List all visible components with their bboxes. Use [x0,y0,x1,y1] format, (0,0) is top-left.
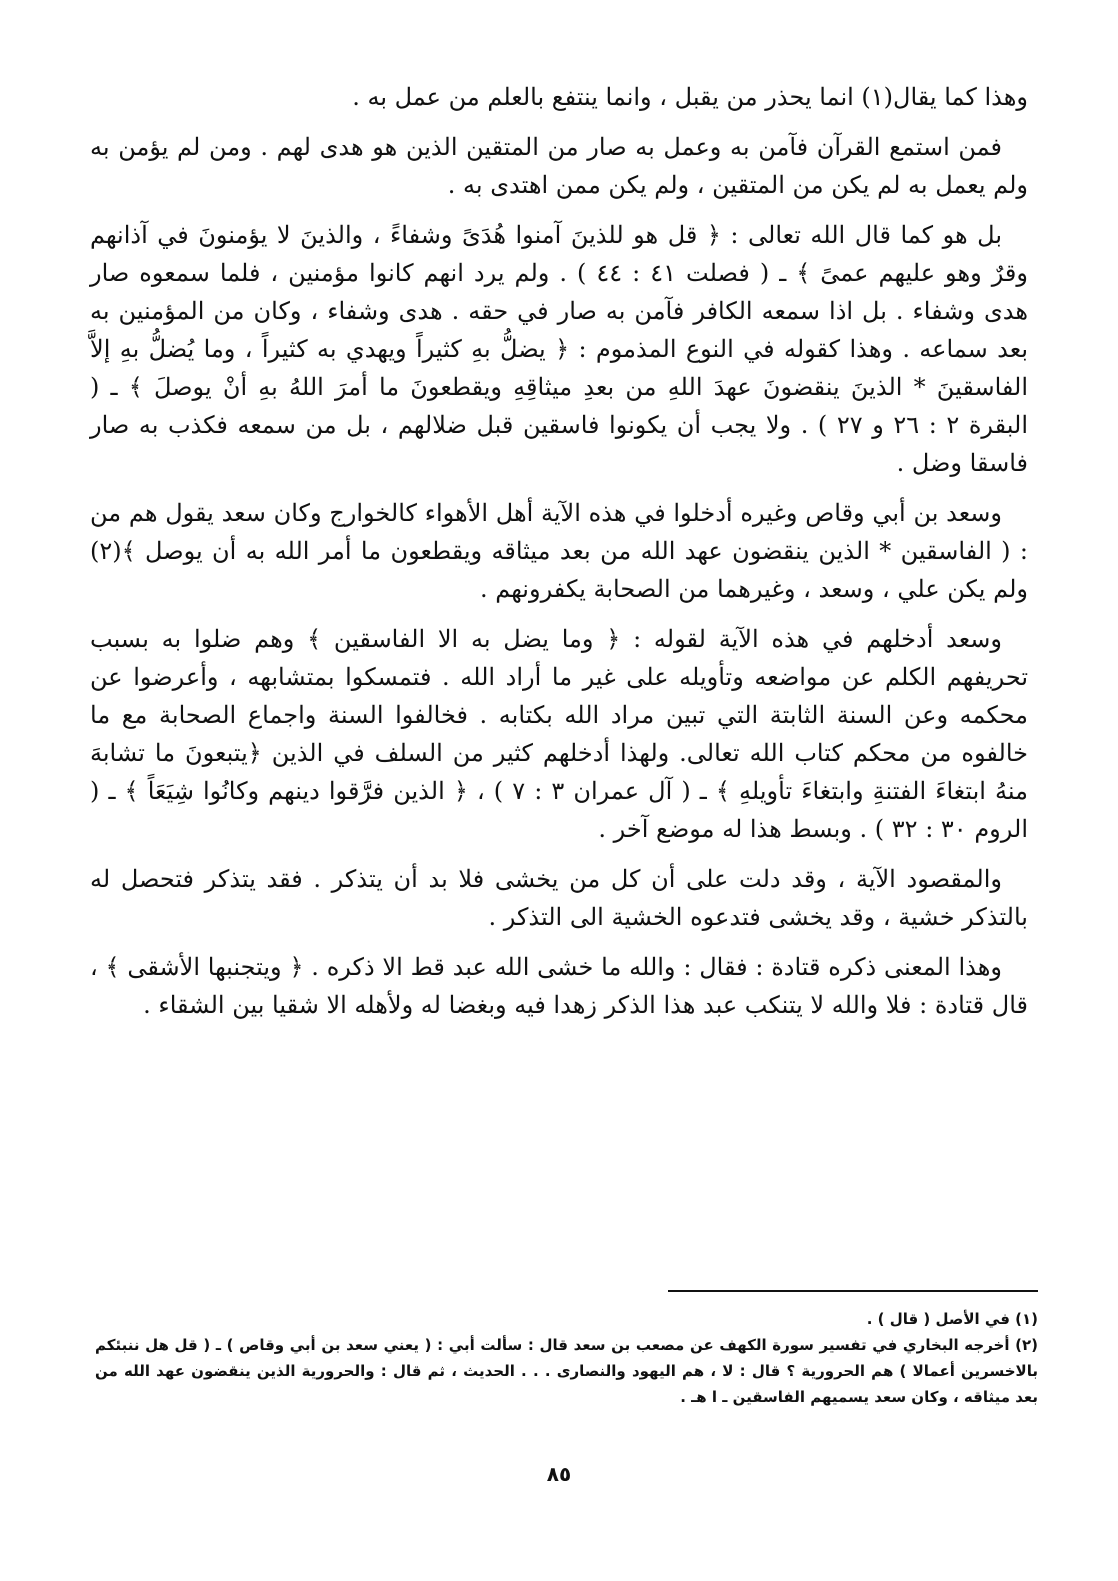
paragraph-1: وهذا كما يقال(١) انما يحذر من يقبل ، وانما ينتفع بالعلم من عمل به . [352,83,1028,111]
paragraph-2: فمن استمع القرآن فآمن به وعمل به صار من المتقين الذين هو هدى لهم . ومن لم يؤمن به ولم يعمل به لم يكن من المتقين ، ولم يكن ممن اهتدى به . [90,133,1028,199]
paragraph-3: بل هو كما قال الله تعالى : ﴿ قل هو للذينَ آمنوا هُدَىً وشفاءً ، والذينَ لا يؤمنونَ في آذانهم وقرٌ وهو عليهم عمىً ﴾ ـ ( فصلت ٤١ : ٤٤ ) . ولم يرد انهم كانوا مؤمنين ، فلما سمعوه صار هدى وشفاء . بل اذا سمعه الكافر فآمن به صار في حقه . هدى وشفاء ، وكان من المؤمنين به بعد سماعه . وهذا كقوله في النوع المذموم : ﴿ يضلُّ بهِ كثيراً ويهدي به كثيراً ، وما يُضلُّ بهِ إلاَّ الفاسقينَ * الذينَ ينقضونَ عهدَ اللهِ من بعدِ ميثاقِهِ ويقطعونَ ما أمرَ اللهُ بهِ أنْ يوصلَ ﴾ ـ ( البقرة ٢ : ٢٦ و ٢٧ ) . ولا يجب أن يكونوا فاسقين قبل ضلالهم ، بل من سمعه فكذب به صار فاسقا وضل . [90,221,1029,477]
paragraph-6: والمقصود الآية ، وقد دلت على أن كل من يخشى فلا بد أن يتذكر . فقد يتذكر فتحصل له بالتذكر خشية ، وقد يخشى فتدعوه الخشية الى التذكر . [90,865,1028,931]
page-number: ٨٥ [546,1462,572,1486]
footnote-1: (١) في الأصل ( قال ) . [866,1310,1038,1328]
footnote-divider [668,1290,1038,1292]
footnote-2: (٢) أخرجه البخاري في تفسير سورة الكهف عن مصعب بن سعد قال : سألت أبي : ( يعني سعد بن أبي وقاص ) ـ ( قل هل ننبئكم بالاخسرين أعمالا ) هم الحرورية ؟ قال : لا ، هم اليهود والنصارى . . . الحديث ، ثم قال : والحرورية الذين ينقضون عهد الله من بعد ميثاقه ، وكان سعد يسميهم الفاسقين ـ ا هـ . [95,1336,1038,1406]
paragraph-5: وسعد أدخلهم في هذه الآية لقوله : ﴿ وما يضل به الا الفاسقين ﴾ وهم ضلوا به بسبب تحريفهم الكلم عن مواضعه وتأويله على غير ما أراد الله . فتمسكوا بمتشابهه ، وأعرضوا عن محكمه وعن السنة الثابتة التي تبين مراد الله بكتابه . فخالفوا السنة واجماع الصحابة مع ما خالفوه من محكم كتاب الله تعالى. ولهذا أدخلهم كثير من السلف في الذين ﴿يتبعونَ ما تشابهَ منهُ ابتغاءَ الفتنةِ وابتغاءَ تأويلهِ ﴾ ـ ( آل عمران ٣ : ٧ ) ، ﴿ الذين فرَّقوا دينهم وكانُوا شِيَعَاً ﴾ ـ ( الروم ٣٠ : ٣٢ ) . وبسط هذا له موضع آخر . [90,625,1028,843]
paragraph-7: وهذا المعنى ذكره قتادة : فقال : والله ما خشى الله عبد قط الا ذكره . ﴿ ويتجنبها الأشقى ﴾ ، قال قتادة : فلا والله لا يتنكب عبد هذا الذكر زهدا فيه وبغضا له ولأهله الا شقيا بين الشقاء . [90,953,1028,1019]
footnotes [95,1306,1038,1410]
paragraph-4: وسعد بن أبي وقاص وغيره أدخلوا في هذه الآية أهل الأهواء كالخوارج وكان سعد يقول هم من : ( الفاسقين * الذين ينقضون عهد الله من بعد ميثاقه ويقطعون ما أمر الله به أن يوصل ﴾(٢) ولم يكن علي ، وسعد ، وغيرهما من الصحابة يكفرونهم . [90,499,1028,603]
